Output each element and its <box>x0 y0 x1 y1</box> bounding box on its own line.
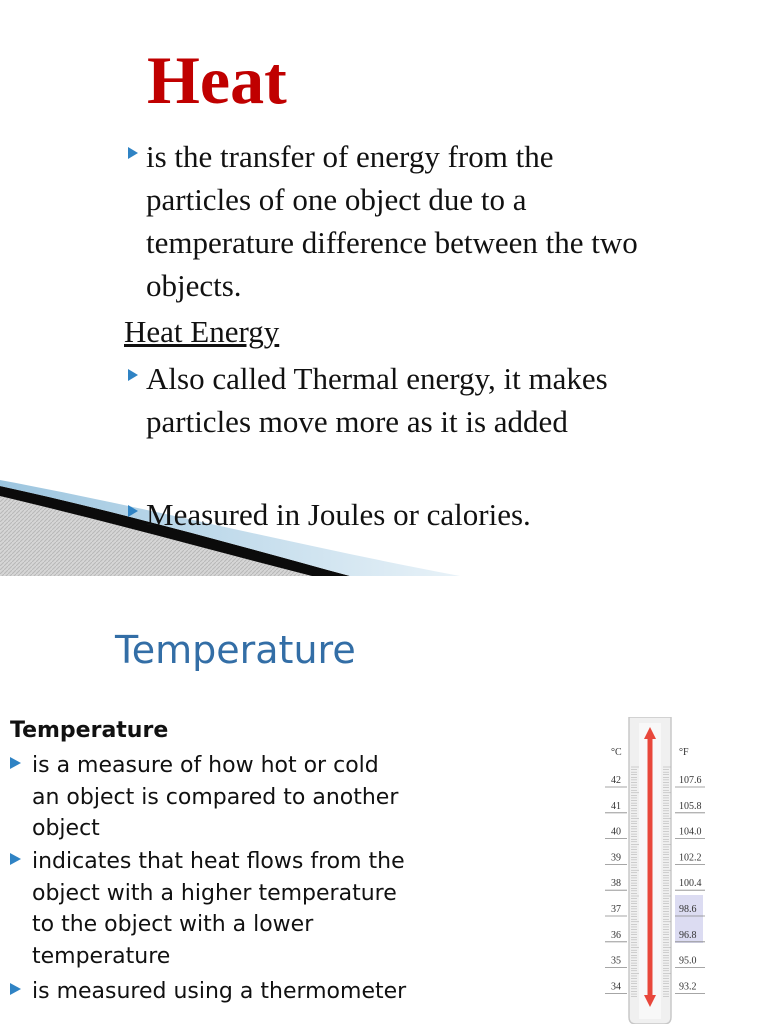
bullet-arrow-icon <box>128 505 138 517</box>
bullet-line: an object is compared to another <box>32 784 399 810</box>
bullet-transfer-definition <box>146 135 638 307</box>
fahrenheit-label: 104.0 <box>679 826 702 838</box>
bullet-line: object with a higher temperature <box>32 880 397 906</box>
fahrenheit-label: 100.4 <box>679 878 702 890</box>
bullet-arrow-icon <box>10 757 21 769</box>
bullet-line: temperature <box>32 943 171 969</box>
celsius-label: 37 <box>611 904 621 915</box>
slide-title: Temperature <box>115 628 356 672</box>
subheading-heat-energy: Heat Energy <box>124 314 280 349</box>
bullet-line: is measured using a thermometer <box>32 979 407 1004</box>
bullet-line: object <box>32 816 100 841</box>
bullet-thermal-energy <box>146 357 608 443</box>
fahrenheit-label: 102.2 <box>679 852 702 864</box>
bullet-line: objects. <box>146 268 242 303</box>
fahrenheit-label: 105.8 <box>679 800 702 812</box>
bullet-heat-flows <box>32 846 462 972</box>
fahrenheit-label: 96.8 <box>679 929 697 941</box>
bullet-line: indicates that heat flows from the <box>32 849 405 874</box>
bullet-line: particles of one object due to a <box>146 182 527 217</box>
celsius-label: 35 <box>611 955 621 967</box>
thermometer-illustration <box>595 717 715 1024</box>
fahrenheit-unit-label: °F <box>679 747 689 758</box>
bullet-arrow-icon <box>128 369 138 381</box>
bullet-line: to the object with a lower <box>32 912 314 937</box>
bullet-arrow-icon <box>128 147 138 159</box>
fahrenheit-label: 93.2 <box>679 981 697 993</box>
fahrenheit-label: 107.6 <box>679 775 702 786</box>
celsius-label: 41 <box>611 800 621 812</box>
bullet-arrow-icon <box>10 983 21 995</box>
bullet-arrow-icon <box>10 853 21 865</box>
slide-title: Heat <box>147 42 287 118</box>
celsius-label: 34 <box>611 981 621 993</box>
celsius-label: 36 <box>611 929 621 941</box>
fahrenheit-label: 95.0 <box>679 955 697 967</box>
bullet-measure-hot-cold <box>32 750 462 845</box>
temperature-slide <box>0 577 768 1024</box>
celsius-label: 42 <box>611 775 621 786</box>
celsius-label: 40 <box>611 826 621 838</box>
celsius-unit-label: °C <box>611 747 622 758</box>
celsius-label: 39 <box>611 852 621 864</box>
fahrenheit-label: 98.6 <box>679 904 697 915</box>
bullet-measured-in: Measured in Joules or calories. <box>146 497 531 532</box>
section-heading: Temperature <box>10 718 169 743</box>
bullet-line: is the transfer of energy from the <box>146 139 554 174</box>
bullet-thermometer <box>32 976 462 1008</box>
celsius-label: 38 <box>611 878 621 890</box>
bullet-line: particles move more as it is added <box>146 404 568 439</box>
bullet-line: temperature difference between the two <box>146 225 638 260</box>
bullet-line: is a measure of how hot or cold <box>32 753 379 778</box>
bullet-line: Also called Thermal energy, it makes <box>146 361 608 396</box>
